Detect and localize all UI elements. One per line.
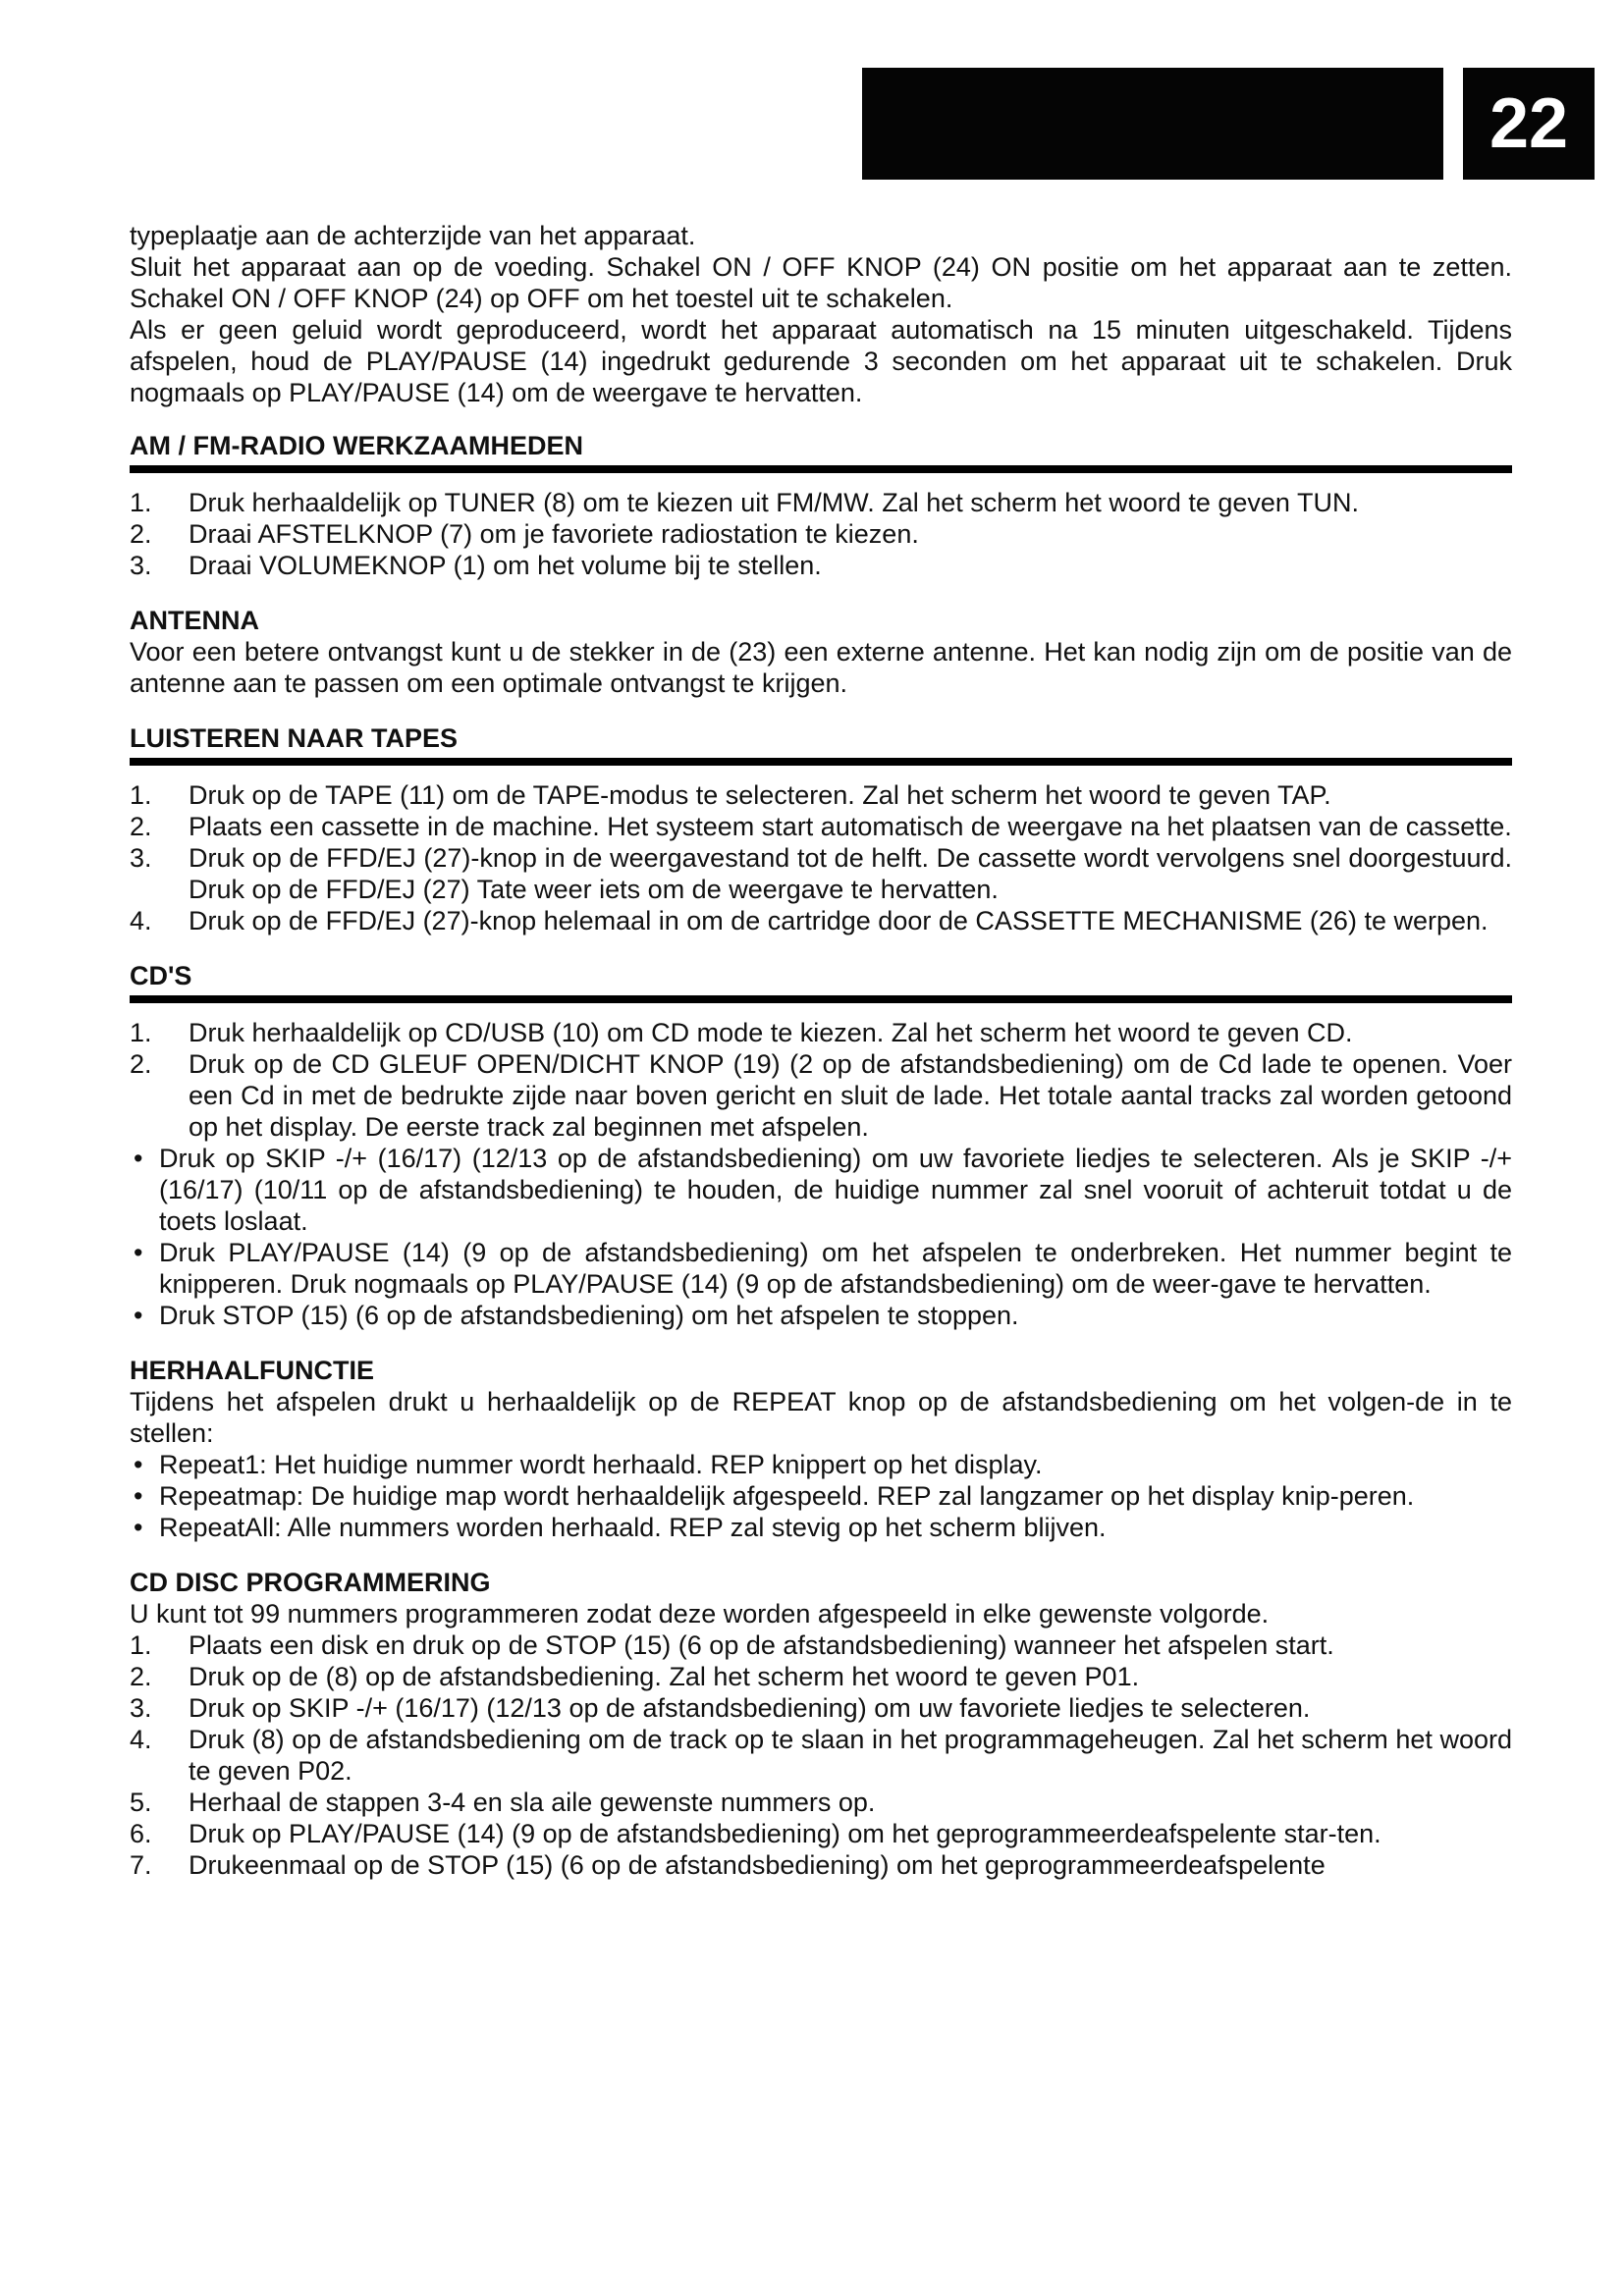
section-antenna [130,605,1512,699]
section-heading-cds: CD'S [130,961,192,990]
section-heading-tapes: LUISTEREN NAAR TAPES [130,723,459,753]
section-rule [130,758,1512,766]
section-rule [130,465,1512,473]
section-heading-repeat: HERHAALFUNCTIE [130,1356,374,1385]
bullet-icon: • [134,1301,143,1330]
antenna-text: Voor een betere ontvangst kunt u de stekker in de (23) een externe antenne. Het kan nodig zijn om de positie van de antenne aan te passen om een optimale ontvangst te krijgen. [130,637,1512,698]
repeat-bullets [130,1449,1512,1543]
list-item: 5. Herhaal de stappen 3-4 en sla aile gewenste nummers op. [130,1788,876,1817]
list-item: 3. Druk op de FFD/EJ (27)-knop in de weergavestand tot de helft. De cassette wordt vervolgens snel doorgestuurd. Druk op de FFD/EJ (27) Tate weer iets om de weergave te hervatten. [130,843,1512,904]
list-item: 2. Plaats een cassette in de machine. Het systeem start automatisch de weergave na het plaatsen van de cassette. [130,812,1512,841]
list-item: 2. Druk op de CD GLEUF OPEN/DICHT KNOP (19) (2 op de afstandsbediening) om de Cd lade te openen. Voer een Cd in met de bedrukte zijde naar boven gericht en sluit de lade. Het totale aantal tracks zal worden getoond op het display. De eerste track zal beginnen met afspelen. [130,1049,1512,1142]
section-program [130,1567,1512,1881]
list-item: 6. Druk op PLAY/PAUSE (14) (9 op de afstandsbediening) om het geprogrammeerdeafspelente star-ten. [130,1819,1381,1848]
list-item: 4. Druk (8) op de afstandsbediening om de track op te slaan in het programmageheugen. Zal het scherm het woord te geven P02. [130,1725,1512,1786]
list-item: • Druk STOP (15) (6 op de afstandsbediening) om het afspelen te stoppen. [130,1300,1512,1331]
cd-bullets [130,1143,1512,1331]
section-cds [130,960,1512,1331]
program-steps [130,1629,1512,1881]
list-item: 1. Druk herhaaldelijk op CD/USB (10) om CD mode te kiezen. Zal het scherm het woord te geven CD. [130,1018,1353,1047]
list-item: 7. Drukeenmaal op de STOP (15) (6 op de afstandsbediening) om het geprogrammeerdeafspelente [130,1850,1326,1880]
list-item: 2. Druk op de (8) op de afstandsbediening. Zal het scherm het woord te geven P01. [130,1662,1140,1691]
tape-steps [130,779,1512,936]
list-item: 4. Druk op de FFD/EJ (27)-knop helemaal in om de cartridge door de CASSETTE MECHANISME (26) te werpen. [130,906,1489,935]
list-item: • Druk PLAY/PAUSE (14) (9 op de afstandsbediening) om het afspelen te onderbreken. Het nummer begint te knipperen. Druk nogmaals op PLAY/PAUSE (14) (9 op de afstandsbediening) om de weer-gave te hervatten. [130,1237,1512,1300]
list-item: • Repeatmap: De huidige map wordt herhaaldelijk afgespeeld. REP zal langzamer op het display knip-peren. [130,1480,1512,1512]
list-item: 3. Draai VOLUMEKNOP (1) om het volume bij te stellen. [130,551,822,580]
list-item: 2. Draai AFSTELKNOP (7) om je favoriete radiostation te kiezen. [130,519,919,549]
section-heading-program: CD DISC PROGRAMMERING [130,1568,491,1597]
bullet-icon: • [134,1144,143,1173]
program-text: U kunt tot 99 nummers programmeren zodat deze worden afgespeeld in elke gewenste volgorde. [130,1599,1270,1629]
page-content [130,220,1512,1881]
list-item: 1. Druk op de TAPE (11) om de TAPE-modus te selecteren. Zal het scherm het woord te geven TAP. [130,780,1331,810]
radio-steps [130,487,1512,581]
list-item: 1. Plaats een disk en druk op de STOP (15) (6 op de afstandsbediening) wanneer het afspelen start. [130,1630,1334,1660]
section-tapes [130,722,1512,936]
page-number: 22 [1463,68,1595,180]
intro-line-3: Als er geen geluid wordt geproduceerd, wordt het apparaat automatisch na 15 minuten uitgeschakeld. Tijdens afspelen, houd de PLAY/PAUSE (14) ingedrukt gedurende 3 seconden om het apparaat uit te schakelen. Druk nogmaals op PLAY/PAUSE (14) om de weergave te hervatten. [130,315,1512,407]
section-radio [130,430,1512,581]
list-item: • RepeatAll: Alle nummers worden herhaald. REP zal stevig op het scherm blijven. [130,1512,1512,1543]
intro-line-2: Sluit het apparaat aan op de voeding. Schakel ON / OFF KNOP (24) ON positie om het apparaat aan te zetten. Schakel ON / OFF KNOP (24) op OFF om het toestel uit te schakelen. [130,252,1512,313]
bullet-icon: • [134,1238,143,1267]
list-item: 1. Druk herhaaldelijk op TUNER (8) om te kiezen uit FM/MW. Zal het scherm het woord te geven TUN. [130,488,1359,517]
section-heading-radio: AM / FM-RADIO WERKZAAMHEDEN [130,431,583,460]
bullet-icon: • [134,1513,143,1542]
bullet-icon: • [134,1450,143,1479]
bullet-icon: • [134,1481,143,1511]
section-repeat [130,1355,1512,1543]
list-item: • Repeat1: Het huidige nummer wordt herhaald. REP knippert op het display. [130,1449,1512,1480]
header-bar [862,68,1443,180]
cd-steps [130,1017,1512,1143]
repeat-text: Tijdens het afspelen drukt u herhaaldelijk op de REPEAT knop op de afstandsbediening om het volgen-de in te stellen: [130,1387,1512,1448]
list-item: • Druk op SKIP -/+ (16/17) (12/13 op de afstandsbediening) om uw favoriete liedjes te selecteren. Als je SKIP -/+ (16/17) (10/11 op de afstandsbediening) te houden, de huidige nummer zal snel vooruit of achteruit totdat u de toets loslaat. [130,1143,1512,1237]
intro-block [130,220,1512,408]
list-item: 3. Druk op SKIP -/+ (16/17) (12/13 op de afstandsbediening) om uw favoriete liedjes te selecteren. [130,1693,1311,1723]
section-rule [130,995,1512,1003]
section-heading-antenna: ANTENNA [130,606,259,635]
intro-line-1: typeplaatje aan de achterzijde van het apparaat. [130,221,696,250]
